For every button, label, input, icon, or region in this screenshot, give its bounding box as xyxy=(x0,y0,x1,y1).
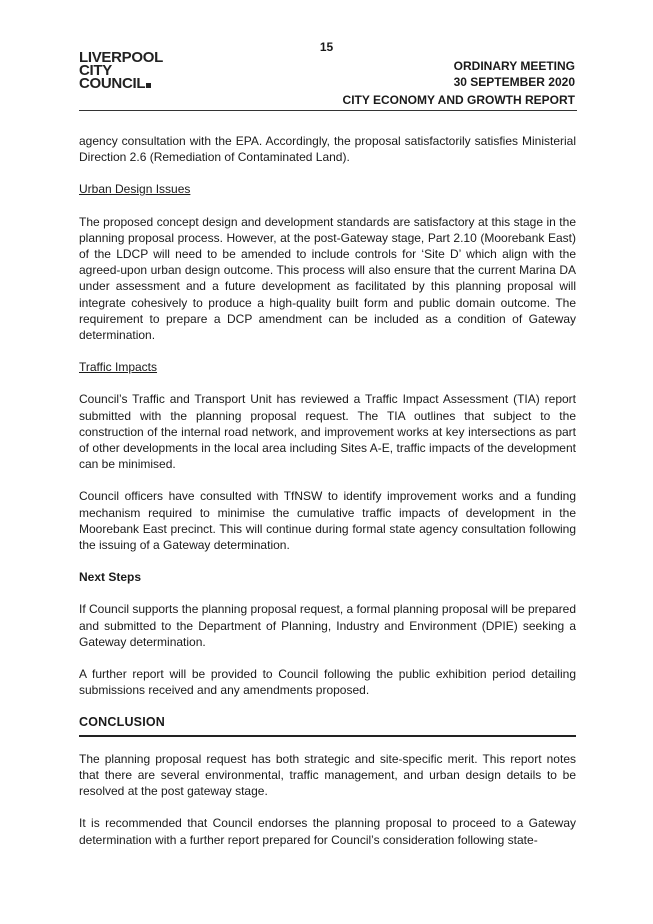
logo-line-3-text: COUNCIL xyxy=(79,75,146,92)
logo-dot-icon xyxy=(146,83,151,88)
section-heading-urban-design: Urban Design Issues xyxy=(79,182,191,197)
meeting-date: 30 SEPTEMBER 2020 xyxy=(453,75,575,89)
document-body xyxy=(79,133,576,864)
paragraph-conclusion-1: The planning proposal request has both strategic and site-specific merit. This report notes that there are several environmental, traffic management, and urban design details to be resolved at the post gateway stage. xyxy=(79,751,576,799)
report-title: CITY ECONOMY AND GROWTH REPORT xyxy=(342,93,575,107)
paragraph-traffic-2: Council officers have consulted with TfNSW to identify improvement works and a funding mechanism required to minimise the cumulative traffic impacts of development in the Moorebank East precinct. This will continue during formal state agency consultation following the issuing of a Gateway determination. xyxy=(79,489,576,553)
council-logo xyxy=(79,51,163,90)
section-heading-conclusion: CONCLUSION xyxy=(79,714,576,736)
logo-line-3 xyxy=(79,77,163,90)
meeting-title: ORDINARY MEETING xyxy=(453,59,575,73)
section-heading-traffic: Traffic Impacts xyxy=(79,360,158,375)
paragraph-epa: agency consultation with the EPA. Accordingly, the proposal satisfactorily satisfies Ministerial Direction 2.6 (Remediation of Contaminated Land). xyxy=(79,134,576,165)
header-divider xyxy=(79,110,577,111)
paragraph-traffic-1: Council’s Traffic and Transport Unit has reviewed a Traffic Impact Assessment (TIA) report submitted with the planning proposal request. The TIA outlines that subject to the construction of the internal road network, and improvement works at key intersections as part of other developments in the local area including Sites A-E, traffic impacts of the development can be minimised. xyxy=(79,392,576,472)
section-heading-next-steps: Next Steps xyxy=(79,570,142,585)
logo-line-2: CITY xyxy=(79,62,112,79)
paragraph-urban-design: The proposed concept design and development standards are satisfactory at this stage in the planning proposal process. However, at the post-Gateway stage, Part 2.10 (Moorebank East) of the LDCP will need to be amended to include controls for ‘Site D’ which align with the agreed-upon urban design outcome. This process will also ensure that the current Marina DA under assessment and a future development as facilitated by this planning proposal will integrate cohesively to produce a high-quality built form and public domain outcome. The requirement to prepare a DCP amendment can be included as a condition of Gateway determination. xyxy=(79,214,576,343)
logo-line-1: LIVERPOOL xyxy=(79,49,163,66)
report-header xyxy=(343,58,575,108)
page-number: 15 xyxy=(319,40,334,54)
paragraph-conclusion-2: It is recommended that Council endorses the planning proposal to proceed to a Gateway determination with a further report prepared for Council’s consideration following state- xyxy=(79,816,576,847)
paragraph-next-steps-2: A further report will be provided to Council following the public exhibition period detailing submissions received and any amendments proposed. xyxy=(79,667,576,698)
paragraph-next-steps-1: If Council supports the planning proposal request, a formal planning proposal will be prepared and submitted to the Department of Planning, Industry and Environment (DPIE) seeking a Gateway determination. xyxy=(79,602,576,649)
